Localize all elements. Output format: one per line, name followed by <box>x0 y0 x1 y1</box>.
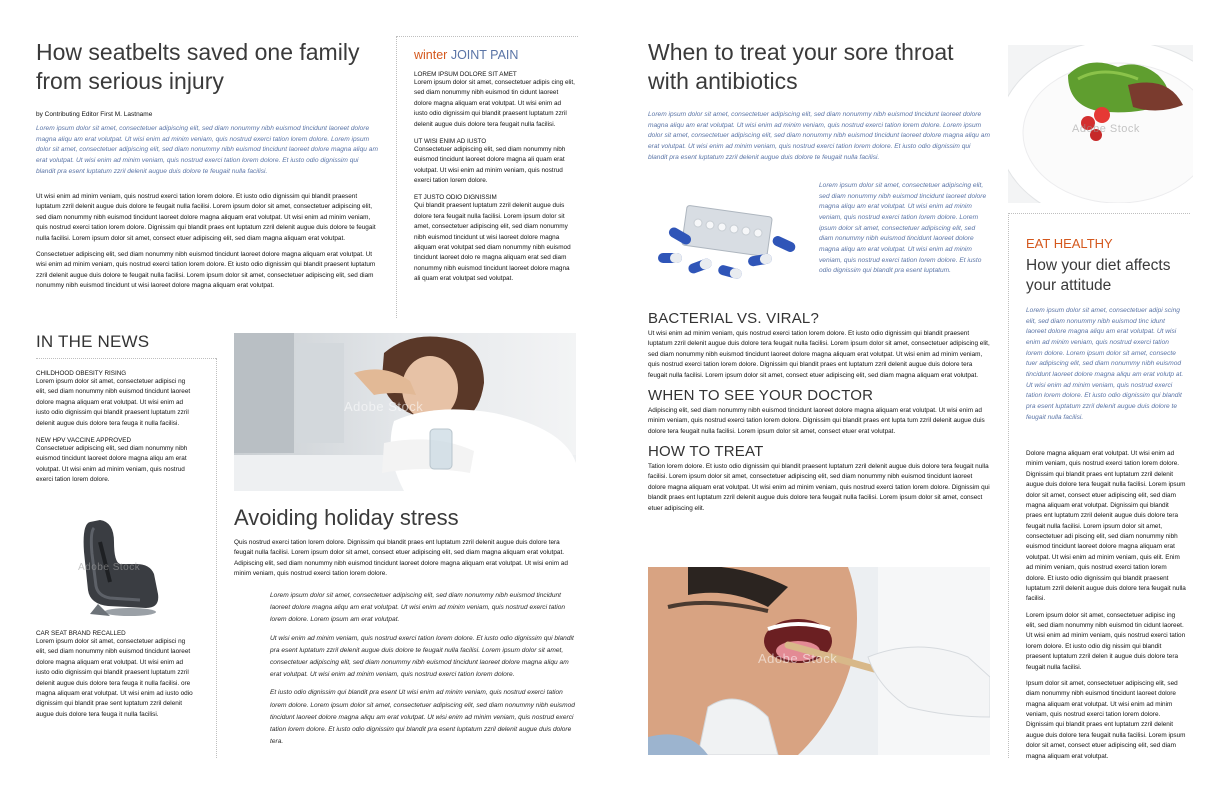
throat-section <box>648 387 990 437</box>
diet-top-rule <box>1008 213 1190 214</box>
joint-sidebar-divider <box>396 36 397 318</box>
joint-kicker-season: winter <box>414 48 448 62</box>
news-item <box>36 370 196 429</box>
news-items-top <box>36 370 196 485</box>
joint-item-text: Qui blandit praesent luptatum zzril delenit augue duis dolore tera feugait nulla facilisi. Lorem ipsum dolor sit amet, consectetuer adipiscing elit, sed diam nonummy nibh euismod tincidunt ut wisi laoreet dolore magna aliquam erat volutpat sed diam nonummy nibh euismod tincidunt laoreet dolo re magna aliquam erat sed diam nonummy nibh euismod tincidunt laoreet dolore magna ali quam erat volutpat sed volutpat. <box>414 202 571 282</box>
stress-quote-1: Lorem ipsum dolor sit amet, consectetuer adipiscing elit, sed diam nonummy nibh euismod tincidunt laoreet dolore magna aliqu am erat volutpat. Ut wisi enim ad minim veniam, quis nostrud exerci tation lorem dolore. Lorem ipsum am erat volutpat. <box>270 592 566 624</box>
throat-section-heading: WHEN TO SEE YOUR DOCTOR <box>648 386 874 404</box>
diet-kicker: EAT HEALTHY <box>1026 236 1113 251</box>
throat-section-heading: BACTERIAL VS. VIRAL? <box>648 310 820 327</box>
diet-headline: How your diet affects your attitude <box>1026 257 1171 294</box>
diet-body-para-2: Lorem ipsum dolor sit amet, consectetuer adipisc ing elit, sed diam nonummy nibh euismod tin cidunt laoreet. Ut wisi enim ad minim veniam, quis nostrud exerci tation lorem dolore. Et iusto odio dig nissim qui blandit praesent luptatum zzril delen it augue duis dolore tera feugait nulla facilisi. <box>1026 611 1186 671</box>
joint-sidebar-items <box>414 71 576 284</box>
throat-section-text: Ut wisi enim ad minim veniam, quis nostrud exerci tation lorem dolore. Et iusto odio dignissim qui blandit praesent luptatum zzril delenit augue duis dolore tera feugait nulla facilisi. Lorem ipsum dolor sit amet, consectetuer adipiscing elit, sed diam nonummy nibh euismod tincidunt laoreet dolore magna aliquam erat volutpat. Ut wisi enim ad minim veniam, quis nostrud exerci tation lorem dolore. Dignissim qui blandit praes ent luptatum zzril delenit augue duis dolore tera feugait nulla facilisi. Lorem ipsum dolor sit amet, consect etuer adipiscing elit, sed diam magna aliquam erat volutpat. <box>648 330 990 379</box>
pills-caption: Lorem ipsum dolor sit amet, consectetuer adipiscing elit, sed diam nonummy nibh euismod tincidunt laoreet dolore magna aliqu am erat volutpat. Ut wisi enim ad minim veniam, quis nostrud exerci tation lorem dolore. Lorem ipsum dolor sit amet, consectetuer adipiscing elit, sed diam nonummy nibh euismod tincidunt laoreet dolore magna aliqu am erat volutpat. Ut wisi enim ad minim veniam, quis nostrud exerci tation lorem dolore. Et iusto odio dignissim qui blandit pra esent luptatum. <box>819 182 987 275</box>
seatbelt-lead: Lorem ipsum dolor sit amet, consectetuer adipiscing elit, sed diam nonummy nibh euismod tincidunt laoreet dolore magna aliqu am erat volutpat. Ut wisi enim ad minim veniam, quis nostrud exerci tation lorem dolore. Lorem ipsum dolor sit amet, consectetuer adipiscing elit, sed diam nonummy nibh euismod tincidunt laoreet dolore magna aliqu am erat volutpat. Ut wisi enim ad minim veniam, quis nostrud exerci tation lorem dolore. Et iusto odio dignissim qui blandit pra esent luptatum zzril delenit augue duis dolore te feugait nulla facilisi. <box>36 125 378 175</box>
joint-item-text: Consectetuer adipiscing elit, sed diam nonummy nibh euismod tincidunt laoreet dolore magna ali quam erat volutpat. Ut wisi enim ad minim veniam, quis nostrud exerci tation lorem dolore. <box>414 145 566 184</box>
joint-item <box>414 138 576 187</box>
throat-section-text: Adipiscing elit, sed diam nonummy nibh euismod tincidunt laoreet dolore magna aliquam erat volutpat. Ut wisi enim ad minim veniam, quis nostrud exerci tation lorem dolore. Dignissim qui blandit praes ent lupta tum zzril delenit augue duis dolore tera feugait nulla facilisi. Lorem ipsum dolor sit amet, consect etuer erat volutpat. <box>648 406 985 435</box>
diet-body-para-3: Ipsum dolor sit amet, consectetuer adipiscing elit, sed diam nonummy nibh euismod tincidunt laoreet dolore magna aliquam erat volutpat. Ut wisi enim ad minim veniam, quis nostrud exerci tation lorem dolore. Dignissim qui blandit praes ent luptatum zzril delenit augue duis dolore tera feugait nulla facilisi. Lorem ipsum dolor sit amet, consect etuer adipiscing elit, sed diam magna aliquam erat volutpat. <box>1026 679 1186 760</box>
news-item <box>36 630 196 720</box>
throat-section <box>648 310 990 381</box>
news-item-heading: CHILDHOOD OBESITY RISING <box>36 370 127 377</box>
news-top-rule <box>36 358 216 359</box>
joint-sidebar-top-rule <box>396 36 578 37</box>
pills-illustration <box>648 183 808 291</box>
joint-item-heading: UT WISI ENIM AD IUSTO <box>414 137 487 145</box>
pills-photo <box>648 183 808 291</box>
seatbelt-body-para-1: Ut wisi enim ad minim veniam, quis nostrud exerci tation lorem dolore. Et iusto odio dignissim qui blandit praesent luptatum zzril delenit augue duis dolore te feugait nulla facilisi. Lorem ipsum dolor sit amet, consectetuer adipiscing elit, sed diam nonummy nibh euismod tincidunt laoreet dolore magna aliquam erat volutpat. Ut wisi enim ad minim veniam, quis nostrud exerci tation lorem dolore. Dignissim qui blandit praes ent luptatum zzril delenit augue duis dolore te feugait nulla facilisi. Lorem ipsum dolor sit amet, consect etuer adipiscing elit, sed diam magna aliquam erat volutpat. <box>36 193 376 242</box>
joint-item-heading: LOREM IPSUM DOLORE SIT AMET <box>414 71 517 78</box>
joint-sidebar-kicker <box>414 48 518 62</box>
throat-section-text: Tation lorem dolore. Et iusto odio dignissim qui blandit praesent luptatum zzril delenit augue duis dolore tera feugait nulla facilisi. Lorem ipsum dolor sit amet, consectetuer adipiscing elit, sed diam nonummy nibh euismod tincidunt laoreet dolore magna aliquam erat volutpat. Ut wisi enim ad minim veniam, quis nostrud exerci tation lorem dolore. Dignissim qui blandit praes ent luptatum zzril delenit augue duis dolore tera feugait nulla facilisi. Lorem ipsum dolor sit amet, consect etuer adipiscing elit. <box>648 463 990 512</box>
diet-lead: Lorem ipsum dolor sit amet, consectetuer adipi scing elit, sed diam nonummy nibh euismod tinc idunt laoreet dolore magna aliqu am erat volutpat. Ut wisi enim ad minim veniam, quis nostrud exerci tation lorem dolore. Lorem ipsum dolor sit amet, consecte tuer adipiscing elit, sed diam nonummy nibh euismod tincidunt laoreet dolore magna aliqu am erat volutp at. Ut wisi enim ad minim veniam, quis nostrud exerci tation lorem dolore. Et iusto odio dignissim qui blandit pra esent luptatum zzril delenit augue duis dolore te feugait nulla facilisi. <box>1026 307 1184 421</box>
news-item-text: Consectetuer adipiscing elit, sed diam nonummy nibh euismod tincidunt laoreet dolore magna aliqu am erat volutpat. Ut wisi enim ad minim veniam, quis nostrud exerci tation lorem dolore. <box>36 444 188 483</box>
seatbelt-byline: by Contributing Editor First M. Lastname <box>36 111 153 118</box>
seatbelt-body <box>36 192 379 291</box>
in-the-news-heading: IN THE NEWS <box>36 332 150 351</box>
throat-exam-photo <box>648 567 990 755</box>
stressed-woman-photo <box>234 333 576 491</box>
joint-item-heading: ET JUSTO ODIO DIGNISSIM <box>414 194 497 202</box>
salad-plate-photo <box>1008 45 1193 203</box>
news-items-bottom <box>36 630 196 720</box>
joint-item <box>414 71 576 130</box>
news-divider <box>216 358 217 758</box>
throat-headline: When to treat your sore throat with antibiotics <box>648 39 954 95</box>
throat-photo-watermark: Adobe Stock <box>758 651 838 666</box>
news-item-heading: NEW HPV VACCINE APPROVED <box>36 436 132 444</box>
joint-item-text: Lorem ipsum dolor sit amet, consectetuer adipis cing elit, sed diam nonummy nibh euismod tin cidunt laoreet dolore magna aliquam erat volutpat. Ut wisi enim ad iusto odio dignissim qui blandit praesent luptatum zzril delenit augue duis dolore tera feugait nulla facilisi. <box>414 79 575 128</box>
joint-item <box>414 194 576 284</box>
news-item-heading: CAR SEAT BRAND RECALLED <box>36 630 126 637</box>
salad-photo-watermark: Adobe Stock <box>1072 123 1140 135</box>
car-seat-photo <box>60 512 170 620</box>
stress-quote-3: Et iusto odio dignissim qui blandit pra esent Ut wisi enim ad minim veniam, quis nostrud exerci tation lorem dolore. Lorem ipsum dolor sit amet, consectetuer adipiscing elit, sed diam nonummy nibh euismod tincidunt laoreet dolore magna aliqu am erat volutpat. Ut wisi enim ad minim veniam, quis nostrud exerci tation lorem dolore. Et iusto odio dignissim qui blandit pra esent luptatum zzril delenit augue duis dolore tera. <box>270 689 575 746</box>
diet-body-para-1: Dolore magna aliquam erat volutpat. Ut wisi enim ad minim veniam, quis nostrud exerci tation lorem dolore. Dignissim qui blandit praes ent luptatum zzril delenit augue duis dolore tera feugait nulla facilisi. Lorem ipsum dolor sit amet, consect etuer adipiscing elit, sed diam magna aliquam erat volutpat. Dignissim qui blandit praes ent luptatum zzril delenit augue duis dolore tera feugait nulla facilisi. Lorem ipsum dolor sit amet, consectetuer adi piscing elit, sed diam nonummy nibh euismod tincidunt laoreet dolore magna aliquam erat volutpat. Ut wisi enim ad minim veniam, quis elit. Enim ad minim veniam, quis nostrud exerci tation lorem dolore. Et iusto odio dignissim qui blandit praesent luptatum zzril delenit augue duis dolore tera feugait nulla facilisi. <box>1026 450 1186 603</box>
diet-body <box>1026 449 1186 762</box>
joint-kicker-topic: JOINT PAIN <box>450 48 519 62</box>
stress-quote-2: Ut wisi enim ad minim veniam, quis nostrud exerci tation lorem dolore. Et iusto odio dignissim qui blandit pra esent luptatum zzril delenit augue duis dolore te feugait nulla facilisi. Lorem ipsum dolor sit amet, consectetuer adipiscing elit, sed diam nonummy nibh euismod tincidunt laoreet dolore magna aliqu am erat volutpat. Ut wisi enim ad minim veniam, quis nostrud exerci tation lorem dolore. <box>270 634 574 679</box>
stress-body: Quis nostrud exerci tation lorem dolore. Dignissim qui blandit praes ent luptatum zzril delenit augue duis dolore tera feugait nulla facilisi. Lorem ipsum dolor sit amet, consect etuer adipiscing elit, sed diam magna aliquam erat volutpat. Adipiscing elit, sed diam nonummy nibh euismod tincidunt laoreet dolore magna aliquam erat volutpat. Ut wisi enim ad minim veniam, quis nostrud exerci tation lorem dolore. <box>234 539 568 578</box>
throat-lead: Lorem ipsum dolor sit amet, consectetuer adipiscing elit, sed diam nonummy nibh euismod tincidunt laoreet dolore magna aliqu am erat volutpat. Ut wisi enim ad minim veniam, quis nostrud exerci tation lorem dolore. Lorem ipsum dolor sit amet, consectetuer adipiscing elit, sed diam nonummy nibh euismod tincidunt laoreet dolore magna aliqu am erat volutpat. Ut wisi enim ad minim veniam, quis nostrud exerci tation lorem dolore. Et iusto odio dignissim qui blandit pra esent luptatum zzril delenit augue duis dolore te feugait nulla facilisi. <box>648 111 990 161</box>
news-item-text: Lorem ipsum dolor sit amet, consectetuer adipisci ng elit, sed diam nonummy nibh euismod tincidunt laoreet dolore magna aliquam erat volutpat. Ut wisi enim ad iusto odio dignissim qui blandit praesent luptatum zzril delenit augue duis dolore tera feuga it nulla facilisi. ore magna aliquam erat volutpat. Ut wisi enim ad iusto odio dignissim qui blandit prae sent luptatum zzril delenit augue duis dolore tera feuga it nulla facilisi. <box>36 638 193 718</box>
diet-divider <box>1008 213 1009 758</box>
throat-section-heading: HOW TO TREAT <box>648 443 764 460</box>
seatbelt-headline: How seatbelts saved one family from serious injury <box>36 39 360 95</box>
car-seat-watermark: Adobe Stock <box>78 562 141 573</box>
throat-sections <box>648 310 990 514</box>
news-item <box>36 437 196 486</box>
stress-photo-watermark: Adobe Stock <box>344 399 424 414</box>
stress-headline: Avoiding holiday stress <box>234 505 459 530</box>
seatbelt-body-para-2: Consectetuer adipiscing elit, sed diam nonummy nibh euismod tincidunt laoreet dolore magna aliquam erat volutpat. Ut wisi enim ad minim veniam, quis nostrud exerci tation lorem dolore. Et iusto odio dignissim qui blandit praesent luptatum zzril delenit augue duis dolore te feugait nulla facilisi. Lorem ipsum dolor sit amet, consectetuer adipiscing elit, sed diam nonummy nibh euismod tincidunt ut wisi laoreet dolore magna aliquam erat volutpat. <box>36 250 376 289</box>
stress-quotes <box>270 590 576 748</box>
throat-section <box>648 443 990 514</box>
news-item-text: Lorem ipsum dolor sit amet, consectetuer adipisci ng elit, sed diam nonummy nibh euismod tincidunt laoreet dolore magna aliquam erat volutpat. Ut wisi enim ad iusto odio dignissim qui blandit praesent luptatum zzril delenit augue duis dolore tera feuga it nulla facilisi. <box>36 378 191 427</box>
